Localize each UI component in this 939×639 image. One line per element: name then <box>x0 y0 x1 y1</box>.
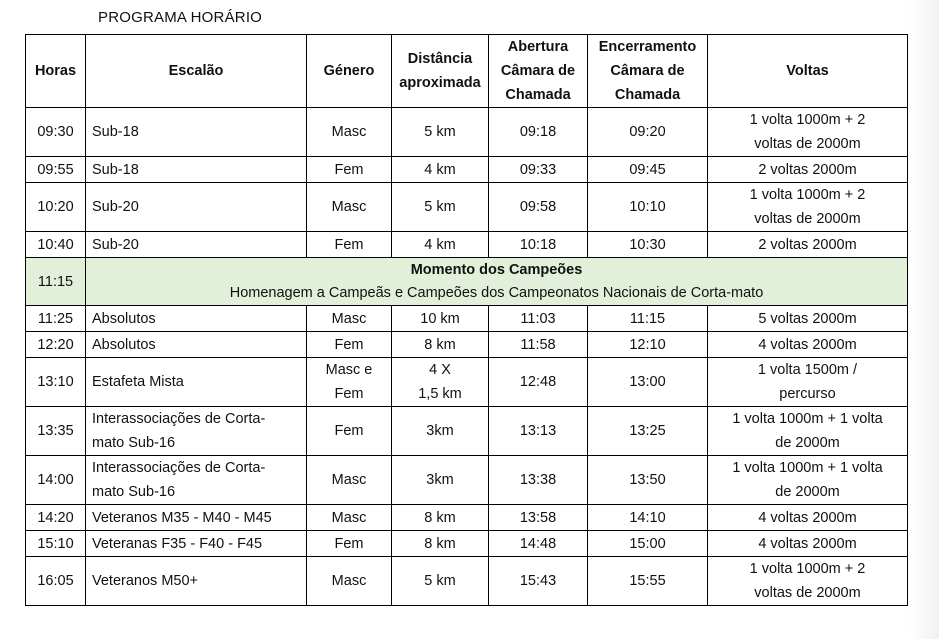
header-genero: Género <box>307 35 392 108</box>
cell-genero <box>307 358 392 407</box>
cell-voltas-line: percurso <box>779 386 836 402</box>
cell-encerramento: 09:45 <box>588 157 708 183</box>
schedule-table <box>25 34 908 606</box>
cell-escalao-line: mato Sub-16 <box>92 484 176 500</box>
header-abertura <box>489 35 588 108</box>
table-row <box>26 183 908 232</box>
cell-abertura: 09:18 <box>489 108 588 157</box>
cell-voltas-line: 1 volta 1000m + 1 volta <box>732 411 883 427</box>
cell-voltas-line: de 2000m <box>775 484 840 500</box>
cell-escalao-line: Interassociações de Corta- <box>92 411 266 427</box>
cell-encerramento: 14:10 <box>588 505 708 531</box>
cell-distancia: 5 km <box>392 183 489 232</box>
header-distancia <box>392 35 489 108</box>
ceremony-hora: 11:15 <box>26 258 86 306</box>
cell-escalao-line: Interassociações de Corta- <box>92 460 266 476</box>
cell-abertura: 12:48 <box>489 358 588 407</box>
cell-distancia: 4 km <box>392 157 489 183</box>
cell-voltas: 2 voltas 2000m <box>708 157 908 183</box>
cell-genero: Fem <box>307 332 392 358</box>
cell-encerramento: 15:00 <box>588 531 708 557</box>
cell-genero-line: Masc e <box>325 362 373 378</box>
cell-voltas <box>708 358 908 407</box>
table-row <box>26 456 908 505</box>
cell-distancia: 8 km <box>392 531 489 557</box>
cell-escalao: Veteranas F35 - F40 - F45 <box>86 531 307 557</box>
header-encerramento-line: Encerramento <box>598 39 697 55</box>
cell-escalao: Absolutos <box>86 306 307 332</box>
cell-escalao-line: mato Sub-16 <box>92 435 176 451</box>
cell-genero: Fem <box>307 157 392 183</box>
cell-distancia: 8 km <box>392 505 489 531</box>
ceremony-title: Momento dos Campeões <box>410 261 583 278</box>
table-header-row <box>26 35 908 108</box>
cell-voltas <box>708 557 908 606</box>
cell-encerramento: 13:50 <box>588 456 708 505</box>
header-abertura-line: Câmara de <box>500 63 576 79</box>
cell-hora: 11:25 <box>26 306 86 332</box>
table-row <box>26 407 908 456</box>
cell-escalao: Veteranos M35 - M40 - M45 <box>86 505 307 531</box>
cell-voltas-line: 1 volta 1000m + 1 volta <box>732 460 883 476</box>
cell-distancia: 5 km <box>392 108 489 157</box>
cell-hora: 10:20 <box>26 183 86 232</box>
header-encerramento <box>588 35 708 108</box>
cell-distancia: 10 km <box>392 306 489 332</box>
cell-voltas-line: 1 volta 1500m / <box>757 362 858 378</box>
table-row <box>26 332 908 358</box>
cell-genero: Masc <box>307 183 392 232</box>
cell-encerramento: 13:00 <box>588 358 708 407</box>
cell-escalao: Veteranos M50+ <box>86 557 307 606</box>
cell-escalao: Sub-20 <box>86 232 307 258</box>
cell-genero: Masc <box>307 108 392 157</box>
cell-hora: 09:55 <box>26 157 86 183</box>
cell-genero: Masc <box>307 557 392 606</box>
cell-abertura: 11:58 <box>489 332 588 358</box>
cell-encerramento: 13:25 <box>588 407 708 456</box>
table-row <box>26 557 908 606</box>
cell-hora: 09:30 <box>26 108 86 157</box>
cell-genero: Masc <box>307 306 392 332</box>
cell-abertura: 14:48 <box>489 531 588 557</box>
cell-voltas <box>708 407 908 456</box>
table-row <box>26 358 908 407</box>
cell-genero: Fem <box>307 531 392 557</box>
cell-encerramento: 12:10 <box>588 332 708 358</box>
cell-voltas: 2 voltas 2000m <box>708 232 908 258</box>
cell-encerramento: 09:20 <box>588 108 708 157</box>
cell-hora: 12:20 <box>26 332 86 358</box>
header-abertura-line: Chamada <box>505 87 571 103</box>
table-row <box>26 306 908 332</box>
cell-distancia: 4 km <box>392 232 489 258</box>
cell-encerramento: 11:15 <box>588 306 708 332</box>
cell-hora: 16:05 <box>26 557 86 606</box>
cell-distancia-line: 4 X <box>429 362 451 378</box>
cell-distancia: 3km <box>392 407 489 456</box>
cell-distancia <box>392 358 489 407</box>
cell-genero: Fem <box>307 232 392 258</box>
cell-encerramento: 10:30 <box>588 232 708 258</box>
cell-hora: 13:35 <box>26 407 86 456</box>
cell-abertura: 09:33 <box>489 157 588 183</box>
cell-abertura: 15:43 <box>489 557 588 606</box>
cell-escalao: Sub-18 <box>86 108 307 157</box>
cell-genero-line: Fem <box>334 386 364 402</box>
cell-hora: 14:00 <box>26 456 86 505</box>
header-escalao: Escalão <box>86 35 307 108</box>
cell-voltas: 4 voltas 2000m <box>708 531 908 557</box>
cell-distancia-line: 1,5 km <box>418 386 462 402</box>
ceremony-row <box>26 258 908 306</box>
cell-abertura: 10:18 <box>489 232 588 258</box>
cell-escalao: Absolutos <box>86 332 307 358</box>
cell-voltas-line: voltas de 2000m <box>754 585 861 601</box>
table-row <box>26 157 908 183</box>
cell-escalao: Sub-18 <box>86 157 307 183</box>
table-row <box>26 108 908 157</box>
cell-escalao <box>86 456 307 505</box>
table-row <box>26 232 908 258</box>
header-voltas: Voltas <box>708 35 908 108</box>
ceremony-subtitle: Homenagem a Campeãs e Campeões dos Campeonatos Nacionais de Corta-mato <box>229 284 764 301</box>
table-row <box>26 505 908 531</box>
cell-abertura: 09:58 <box>489 183 588 232</box>
cell-abertura: 11:03 <box>489 306 588 332</box>
cell-genero: Masc <box>307 505 392 531</box>
cell-escalao: Estafeta Mista <box>86 358 307 407</box>
header-encerramento-line: Câmara de <box>610 63 685 79</box>
cell-abertura: 13:58 <box>489 505 588 531</box>
cell-hora: 15:10 <box>26 531 86 557</box>
cell-genero: Fem <box>307 407 392 456</box>
cell-encerramento: 10:10 <box>588 183 708 232</box>
table-row <box>26 531 908 557</box>
ceremony-text <box>86 258 908 306</box>
cell-voltas <box>708 183 908 232</box>
cell-voltas <box>708 108 908 157</box>
cell-encerramento: 15:55 <box>588 557 708 606</box>
cell-abertura: 13:38 <box>489 456 588 505</box>
header-encerramento-line: Chamada <box>614 87 681 103</box>
cell-distancia: 3km <box>392 456 489 505</box>
cell-abertura: 13:13 <box>489 407 588 456</box>
cell-distancia: 5 km <box>392 557 489 606</box>
cell-voltas-line: 1 volta 1000m + 2 <box>749 561 866 577</box>
header-abertura-line: Abertura <box>507 39 569 55</box>
cell-genero: Masc <box>307 456 392 505</box>
page-edge-shade <box>909 0 939 639</box>
cell-voltas-line: voltas de 2000m <box>754 136 861 152</box>
cell-escalao <box>86 407 307 456</box>
schedule-body <box>26 108 908 606</box>
cell-voltas-line: 1 volta 1000m + 2 <box>749 187 866 203</box>
cell-hora: 10:40 <box>26 232 86 258</box>
cell-voltas: 4 voltas 2000m <box>708 505 908 531</box>
cell-escalao: Sub-20 <box>86 183 307 232</box>
cell-voltas: 4 voltas 2000m <box>708 332 908 358</box>
cell-voltas-line: 1 volta 1000m + 2 <box>749 112 866 128</box>
header-distancia-line: Distância <box>407 51 473 67</box>
header-distancia-line: aproximada <box>399 75 481 91</box>
cell-distancia: 8 km <box>392 332 489 358</box>
header-horas: Horas <box>26 35 86 108</box>
cell-voltas <box>708 456 908 505</box>
page-title: PROGRAMA HORÁRIO <box>98 9 263 26</box>
cell-voltas-line: voltas de 2000m <box>754 211 861 227</box>
cell-voltas-line: de 2000m <box>775 435 840 451</box>
cell-hora: 13:10 <box>26 358 86 407</box>
cell-voltas: 5 voltas 2000m <box>708 306 908 332</box>
cell-hora: 14:20 <box>26 505 86 531</box>
